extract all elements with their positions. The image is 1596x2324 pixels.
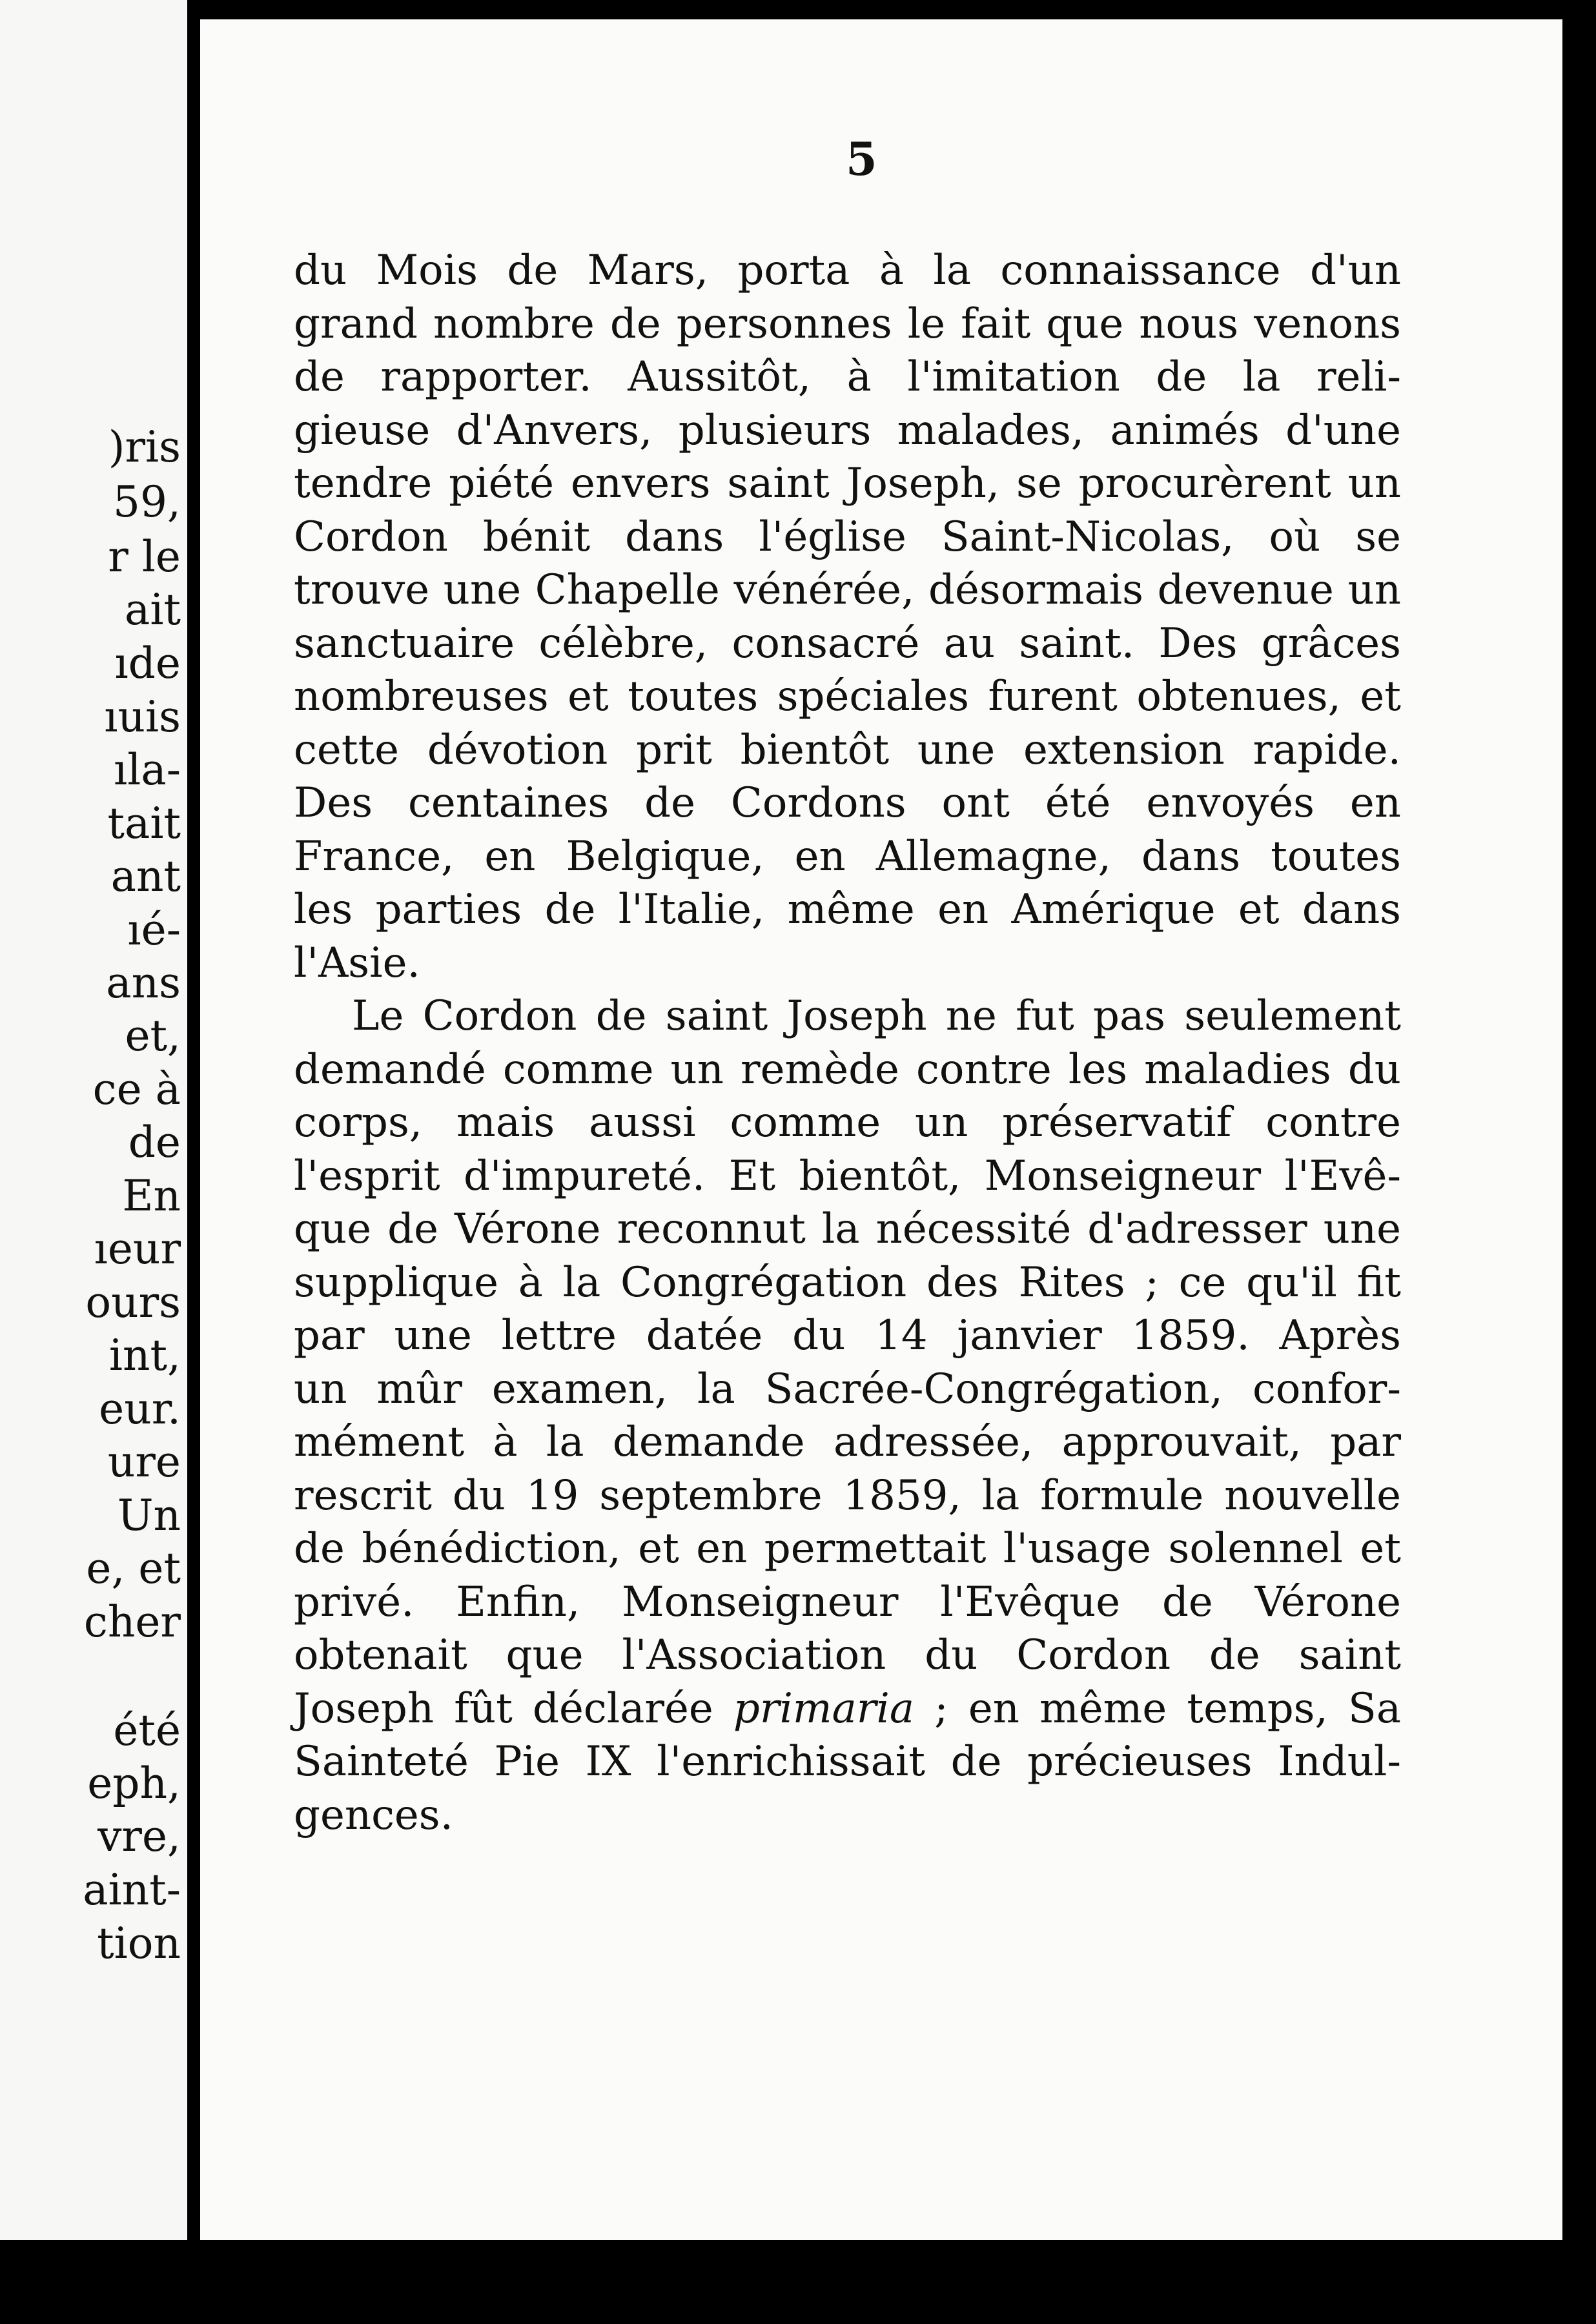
prev-page-fragment: aint- — [83, 1865, 181, 1915]
text-segment: Joseph fût déclarée — [294, 1684, 733, 1733]
prev-page-fragment: été — [113, 1706, 181, 1755]
prev-page-fragment: ıla- — [114, 745, 181, 795]
text-line: trouve une Chapelle vénérée, désormais devenue un — [294, 566, 1401, 614]
prev-page-fragment: En — [122, 1171, 181, 1221]
text-line: gieuse d'Anvers, plusieurs malades, animés d'une — [294, 406, 1401, 454]
prev-page-fragment: ce à — [92, 1065, 181, 1114]
text-line: les parties de l'Italie, même en Amérique et dans — [294, 886, 1401, 933]
text-line: que de Vérone reconnut la nécessité d'adresser une — [294, 1205, 1401, 1253]
prev-page-fragment: ure — [107, 1437, 181, 1487]
text-line: corps, mais aussi comme un préservatif contre — [294, 1099, 1401, 1147]
text-line: gences. — [294, 1791, 453, 1839]
text-line: grand nombre de personnes le fait que nous venons — [294, 300, 1401, 348]
body-text — [294, 244, 1401, 1842]
prev-page-fragment: ıé- — [127, 905, 181, 955]
prev-page-fragment: Un — [117, 1491, 181, 1540]
prev-page-fragment: cher — [83, 1597, 181, 1647]
text-line: par une lettre datée du 14 janvier 1859. Après — [294, 1312, 1401, 1360]
prev-page-fragment: 59, — [113, 477, 181, 527]
prev-page-fragment: vre, — [97, 1811, 181, 1861]
prev-page-fragment: eur. — [99, 1384, 181, 1434]
text-line: l'Asie. — [294, 939, 420, 987]
text-line: rescrit du 19 septembre 1859, la formule nouvelle — [294, 1471, 1401, 1520]
page-number: 5 — [846, 132, 877, 186]
text-line: France, en Belgique, en Allemagne, dans toutes — [294, 832, 1401, 881]
prev-page-fragment: r le — [108, 532, 181, 582]
text-line: Le Cordon de saint Joseph ne fut pas seulement — [352, 992, 1401, 1040]
text-line: obtenait que l'Association du Cordon de saint — [294, 1631, 1401, 1679]
prev-page-fragment: de — [128, 1117, 181, 1167]
prev-page-fragment: ant — [110, 851, 181, 901]
prev-page-fragment: ours — [85, 1278, 181, 1327]
text-line: nombreuses et toutes spéciales furent obtenues, et — [294, 673, 1401, 720]
page-edge — [1562, 0, 1596, 2324]
text-line: un mûr examen, la Sacrée-Congrégation, confor- — [294, 1365, 1401, 1413]
prev-page-fragment: ıeur — [94, 1224, 181, 1274]
text-line: Sainteté Pie IX l'enrichissait de précieuses Indul- — [294, 1738, 1401, 1786]
prev-page-fragment: ıde — [114, 638, 181, 688]
text-line: demandé comme un remède contre les maladies du — [294, 1045, 1401, 1094]
prev-page-fragment: tait — [107, 799, 181, 848]
italic-term: primaria — [733, 1684, 914, 1733]
text-line: privé. Enfin, Monseigneur l'Evêque de Vérone — [294, 1578, 1401, 1626]
text-line: sanctuaire célèbre, consacré au saint. Des grâces — [294, 619, 1401, 668]
prev-page-fragment: tion — [97, 1919, 181, 1968]
text-segment: ; en même temps, Sa — [914, 1684, 1402, 1733]
prev-page-fragment: ıuis — [104, 692, 181, 742]
text-line: tendre piété envers saint Joseph, se procurèrent un — [294, 460, 1401, 507]
text-line: du Mois de Mars, porta à la connaissance d'un — [294, 247, 1401, 294]
text-line: Cordon bénit dans l'église Saint-Nicolas, où se — [294, 513, 1401, 561]
prev-page-fragment: ait — [125, 585, 181, 635]
previous-page-margin — [0, 0, 187, 2240]
text-line: mément à la demande adressée, approuvait, par — [294, 1418, 1401, 1466]
prev-page-fragment: e, et — [86, 1544, 181, 1593]
text-line: l'esprit d'impureté. Et bientôt, Monseigneur l'Evê- — [294, 1152, 1401, 1200]
prev-page-fragment: int, — [108, 1330, 181, 1380]
text-line: de rapporter. Aussitôt, à l'imitation de la reli- — [294, 353, 1401, 401]
book-gutter — [187, 0, 200, 2324]
text-line — [294, 1682, 1401, 1736]
prev-page-fragment: eph, — [87, 1758, 181, 1808]
text-line: Des centaines de Cordons ont été envoyés en — [294, 779, 1401, 827]
text-line: cette dévotion prit bientôt une extension rapide. — [294, 726, 1401, 774]
text-line: supplique à la Congrégation des Rites ; ce qu'il fit — [294, 1258, 1401, 1307]
prev-page-fragment: ans — [106, 958, 181, 1008]
text-line: de bénédiction, et en permettait l'usage solennel et — [294, 1525, 1401, 1573]
prev-page-fragment: et, — [125, 1011, 181, 1061]
prev-page-fragment: )ris — [108, 422, 181, 472]
